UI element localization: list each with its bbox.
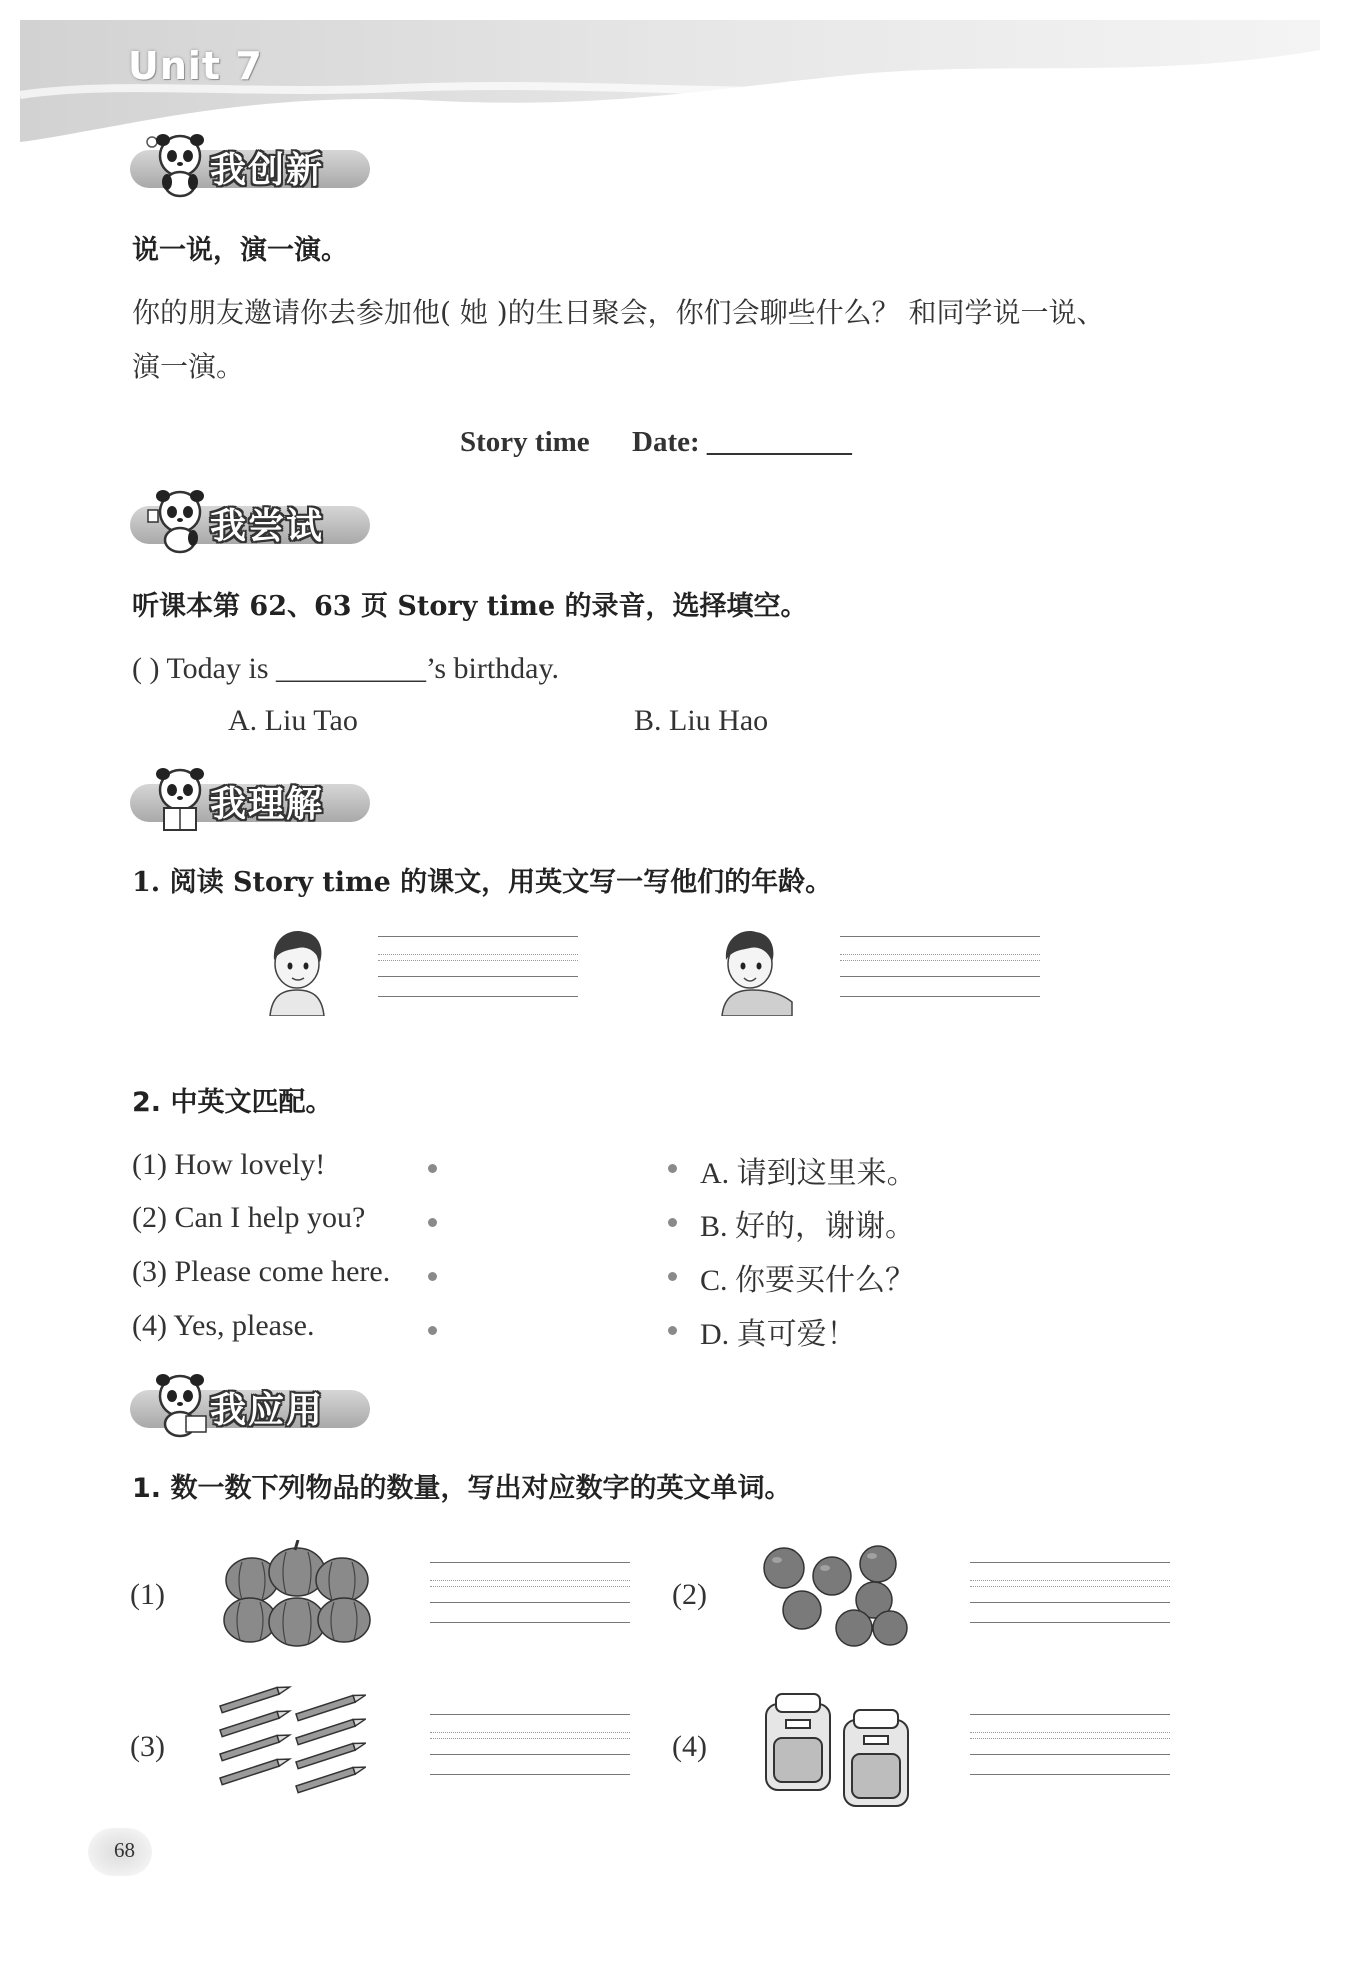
instr-pages: 62、63 <box>249 591 352 622</box>
try-instruction <box>132 584 808 623</box>
section-badge-understand <box>130 766 380 832</box>
pumpkins-icon <box>222 1540 372 1650</box>
match-dot-left[interactable] <box>428 1164 437 1173</box>
unit-title: Unit 7 <box>128 44 263 88</box>
match-dot-right[interactable] <box>668 1218 677 1227</box>
instr-story-time: Story time <box>233 867 391 898</box>
date-field: Date: __________ <box>632 426 852 458</box>
create-body-line2: 演一演。 <box>132 350 245 383</box>
understand-q2: 2. 中英文匹配。 <box>132 1087 333 1118</box>
schoolbags-icon <box>760 1690 920 1810</box>
instr-text: 的录音，选择填空。 <box>555 591 808 622</box>
oranges-icon <box>762 1540 912 1650</box>
item-label: (3) <box>130 1730 165 1763</box>
write-lines[interactable] <box>970 1714 1170 1776</box>
page-number: 68 <box>114 1838 135 1862</box>
match-left-item: (1) How lovely! <box>132 1148 326 1181</box>
item-label: (1) <box>130 1578 165 1611</box>
match-dot-right[interactable] <box>668 1272 677 1281</box>
boy-icon <box>712 924 798 1016</box>
panda-icon <box>140 132 210 198</box>
instr-text: 听课本第 <box>132 591 250 622</box>
match-right-item: A. 请到这里来。 <box>700 1157 917 1190</box>
boy-icon <box>262 924 332 1016</box>
write-lines[interactable] <box>840 936 1040 998</box>
match-left-item: (2) Can I help you? <box>132 1201 366 1234</box>
item-label: (2) <box>672 1578 707 1611</box>
try-question: ( ) Today is __________’s birthday. <box>132 652 560 685</box>
write-lines[interactable] <box>430 1562 630 1624</box>
instr-text: 页 <box>351 591 398 622</box>
story-time-label: Story time <box>460 426 590 458</box>
match-dot-right[interactable] <box>668 1326 677 1335</box>
section-badge-label: 我理解 <box>210 784 325 825</box>
section-badge-try <box>130 488 380 554</box>
instr-text: 的课文，用英文写一写他们的年龄。 <box>390 867 833 898</box>
create-instruction: 说一说，演一演。 <box>132 235 348 266</box>
section-badge-label: 我创新 <box>210 150 325 191</box>
match-right-item: C. 你要买什么？ <box>700 1264 916 1297</box>
match-left-item: (3) Please come here. <box>132 1255 391 1288</box>
section-badge-label: 我尝试 <box>210 506 325 547</box>
match-right-item: B. 好的，谢谢。 <box>700 1210 916 1243</box>
try-option-a: A. Liu Tao <box>228 704 358 737</box>
match-dot-left[interactable] <box>428 1218 437 1227</box>
instr-story-time: Story time <box>397 591 556 622</box>
write-lines[interactable] <box>378 936 578 998</box>
q-number: 1. <box>132 867 161 898</box>
match-dot-left[interactable] <box>428 1326 437 1335</box>
try-option-b: B. Liu Hao <box>634 704 769 737</box>
instr-text: 阅读 <box>160 867 233 898</box>
write-lines[interactable] <box>970 1562 1170 1624</box>
match-left-item: (4) Yes, please. <box>132 1309 315 1342</box>
panda-icon <box>140 1372 210 1438</box>
match-dot-right[interactable] <box>668 1164 677 1173</box>
match-dot-left[interactable] <box>428 1272 437 1281</box>
panda-icon <box>140 488 210 554</box>
apply-q1: 1. 数一数下列物品的数量，写出对应数字的英文单词。 <box>132 1473 792 1504</box>
write-lines[interactable] <box>430 1714 630 1776</box>
item-label: (4) <box>672 1730 707 1763</box>
match-right-item: D. 真可爱！ <box>700 1318 857 1351</box>
pencils-icon <box>216 1686 366 1806</box>
section-badge-apply <box>130 1372 380 1438</box>
section-badge-create <box>130 132 380 198</box>
section-badge-label: 我应用 <box>210 1390 325 1431</box>
panda-icon <box>140 766 210 832</box>
create-body-line1: 你的朋友邀请你去参加他( 她 )的生日聚会，你们会聊些什么？ 和同学说一说、 <box>132 296 1105 329</box>
understand-q1 <box>132 860 832 899</box>
